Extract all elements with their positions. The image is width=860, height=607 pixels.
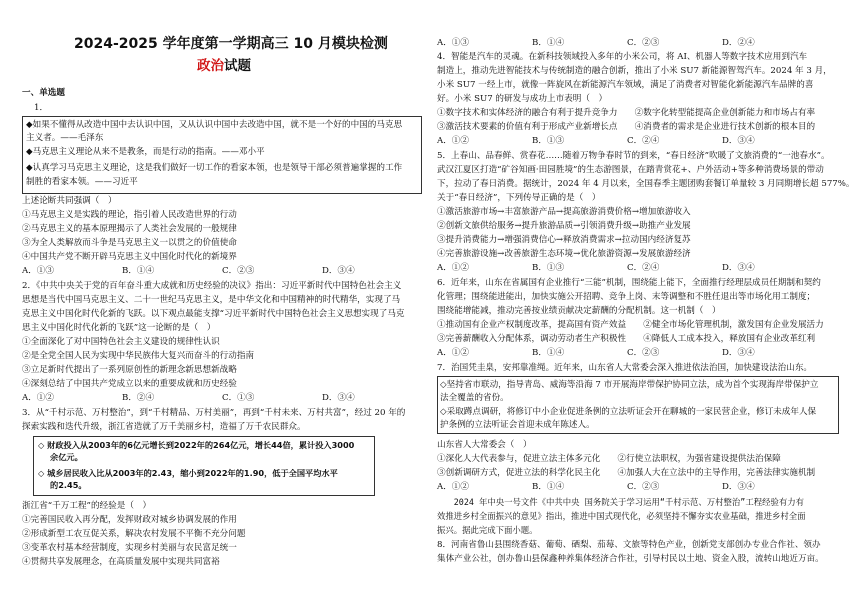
- q2-line: 2．《中共中央关于党的百年奋斗重大成就和历史经验的决议》指出：习近平新时代中国特色社会主义: [22, 281, 402, 291]
- q3-option: ③变革农村基本经营制度，实现乡村美丽与农民富足统一: [22, 543, 237, 553]
- q6-line: 围绕能增能减，推动完善按业绩贡献决定薪酬的分配机制。这一机制（ ）: [437, 306, 721, 316]
- q5-choice-d: D．③④: [722, 263, 755, 273]
- q1-option: ③为全人类解放而斗争是马克思主义一以贯之的价值使命: [22, 238, 237, 248]
- q2-choice-c: C．①③: [222, 393, 255, 403]
- q1-choice-a: A．①③: [22, 266, 54, 276]
- q5-option: ③提升消费能力→增强消费信心→释放消费需求→拉动国内经济复苏: [437, 235, 691, 245]
- q2-option: ③立足新时代提出了一系列原创性的新理念新思想新战略: [22, 365, 237, 375]
- q7-option: ③创新调研方式，促进立法的科学化民主化 ④加强人大在立法中的主导作用，完善法律实施机制: [437, 468, 816, 478]
- q7-box-line: ◇采取蹲点调研，将修订中小企业促进条例的立法听证会开在聊城的一家民营企业，修订未成年人保: [440, 407, 817, 417]
- exam-subtitle: [197, 58, 251, 74]
- note-line: 效推进乡村全面振兴的意见》指出，推进中国式现代化，必须坚持不懈夯实农业基础，推进乡村全面: [437, 511, 806, 521]
- q6-option: ③完善薪酬收入分配体系，调动劳动者生产积极性 ④降低人工成本投入，释放国有企业改革红利: [437, 334, 816, 344]
- q7-option: ①深化人大代表参与，促进立法主体多元化 ②行使立法职权，为强省建设提供法治保障: [437, 454, 781, 464]
- q3-box-line: 余亿元。: [50, 452, 83, 462]
- q2-choice-a: A．①②: [22, 393, 54, 403]
- q2-option: ④深刻总结了中国共产党成立以来的重要成就和历史经验: [22, 379, 237, 389]
- q4-line: 好。小米 SU7 的研发与成功上市表明（ ）: [437, 94, 608, 104]
- q3-stem: 浙江省“千万工程”的经验是（ ）: [22, 501, 152, 511]
- q3-box-line: 的2.45。: [50, 480, 87, 490]
- subject-suffix: 试题: [224, 58, 251, 74]
- q4-line: 4．智能是汽车的灵魂。在新科技领域投入多年的小米公司，将 AI、机器人等数字技术应用到汽车: [437, 52, 808, 62]
- q5-choice-c: C．②④: [627, 263, 660, 273]
- q8-line: 8．河南省鲁山县围绕香菇、葡萄、硒梨、茄莓、文旅等特色产业，创新党支部创办专业合作社、领办: [437, 540, 821, 550]
- q7-choice-d: D．③④: [722, 482, 755, 492]
- q5-line: 关于“春日经济”，下列传导正确的是（ ）: [437, 193, 601, 203]
- q1-quote-line: ◆如果不懂得从改造中国中去认识中国，又从认识中国中去改造中国，就不是一个好的中国的马克思: [26, 120, 403, 130]
- q5-option: ①激活旅游市场→丰富旅游产品→提高旅游消费价格→增加旅游收入: [437, 207, 691, 217]
- q4-choice-b: B．①③: [532, 136, 565, 146]
- q8-line: 集体产业公社，创办鲁山县保鑫种养集体经济合作社，引导村民以土地、资金入股，流转山地近万亩。: [437, 554, 824, 564]
- q6-choice-b: B．①④: [532, 348, 565, 358]
- q1-choice-c: C．②③: [222, 266, 255, 276]
- q6-line: 6．近年来，山东在省属国有企业推行“三能”机制，围绕能上能下，全面推行经理层成员任期制和契约: [437, 278, 821, 288]
- exam-title: 2024-2025 学年度第一学期高三 10 月模块检测: [74, 36, 388, 52]
- q3-choice-a: A．①③: [437, 38, 469, 48]
- q1-number: 1．: [34, 103, 49, 113]
- q2-line: 思主义中国化时代化新的飞跃”这一论断的是（ ）: [22, 323, 216, 333]
- q1-choice-b: B．①④: [122, 266, 155, 276]
- q6-option: ①推动国有企业产权制度改革，提高国有资产效益 ②健全市场化管理机制，激发国有企业发展活力: [437, 320, 824, 330]
- q3-line: 3．从“千村示范、万村整治”，到“千村精品、万村美丽”，再到“千村未来、万村共富”，经过 20 年的: [22, 408, 406, 418]
- q2-line: 克思主义中国化时代化新的飞跃。以下观点最能支撑“习近平新时代中国特色社会主义思想实现了马克: [22, 309, 405, 319]
- q3-line: 探索实践和迭代升级，浙江省造就了万千美丽乡村，造福了万千农民群众。: [22, 422, 306, 432]
- q3-box-line: ◇ 财政投入从2003年的6亿元增长到2022年的264亿元，增长44倍，累计投入3000: [38, 440, 355, 450]
- q4-line: 小米 SU7 一经上市，就像一阵旋风在新能源汽车领域，满足了消费者对智能化新能源汽车品牌的喜: [437, 80, 814, 90]
- note-line: 振兴。据此完成下面小题。: [437, 525, 538, 535]
- q7-line: 7．治国凭圭臬，安邦靠准绳。近年来，山东省人大常委会深入推进依法治国，加快建设法治山东。: [437, 363, 813, 373]
- q3-choice-c: C．②③: [627, 38, 660, 48]
- q2-line: 思想是当代中国马克思主义、二十一世纪马克思主义，是中华文化和中国精神的时代精华，实现了马: [22, 295, 401, 305]
- q4-option: ③激活技术要素的价值有利于形成产业新增长点 ④消费者的需求是企业进行技术创新的根本目的: [437, 122, 816, 132]
- q1-option: ①马克思主义是实践的理论，指引着人民改造世界的行动: [22, 210, 237, 220]
- q2-choice-b: B．②④: [122, 393, 155, 403]
- q7-choice-b: B．①④: [532, 482, 565, 492]
- q4-line: 制造上，推动先进智能技术与传统制造的融合创新，推出了小米 SU7 新能源智驾汽车。2024 年 3 月，: [437, 66, 832, 76]
- q7-stem: 山东省人大常委会（ ）: [437, 440, 532, 450]
- q6-line: 化管理；围绕能进能出，加快实施公开招聘、竞争上岗、末等调整和不胜任退出等市场化用工制度；: [437, 292, 816, 302]
- q2-choice-d: D．③④: [322, 393, 355, 403]
- note-line: 2024 年中央一号文件《中共中央 国务院关于学习运用“千村示范、万村整治”工程经验有力有: [437, 497, 804, 507]
- q1-quote-line: 制胜的看家本领。——习近平: [26, 177, 138, 187]
- q7-box-line: ◇坚持省市联动，指导青岛、威海等沿海 7 市开展海岸带保护协同立法，成为首个实现海岸带保护立: [440, 380, 819, 390]
- q3-choice-b: B．①④: [532, 38, 565, 48]
- subject-name: 政治: [197, 58, 224, 74]
- q1-option: ②马克思主义的基本原理揭示了人类社会发展的一般规律: [22, 224, 237, 234]
- q3-choice-d: D．②④: [722, 38, 755, 48]
- q3-option: ②形成新型工农互促关系，解决农村发展不平衡不充分问题: [22, 529, 246, 539]
- q4-choice-d: D．③④: [722, 136, 755, 146]
- q7-box-line: 法全覆盖的省份。: [440, 393, 509, 403]
- q1-quote-line: ◆认真学习马克思主义理论，这是我们做好一切工作的看家本领，也是领导干部必须普遍掌握的工作: [26, 163, 403, 173]
- q3-box-line: ◇ 城乡居民收入比从2003年的2.43，缩小到2022年的1.90，低于全国平均水平: [38, 468, 338, 478]
- q5-choice-a: A．①②: [437, 263, 469, 273]
- q2-option: ①全面深化了对中国特色社会主义建设的规律性认识: [22, 337, 220, 347]
- q1-quote-line: ◆马克思主义理论从来不是教条，而是行动的指南。——邓小平: [26, 147, 265, 157]
- q7-choice-a: A．①②: [437, 482, 469, 492]
- q1-quote-line: 主义者。——毛泽东: [26, 133, 104, 143]
- q4-choice-c: C．②④: [627, 136, 660, 146]
- q5-line: 下，拉动了春日消费。据统计，2024 年 4 月以来，全国春季主题团购套餐订单量较 3 月同期增长超 577%。: [437, 179, 855, 189]
- q7-choice-c: C．②③: [627, 482, 660, 492]
- q2-option: ②是全党全国人民为实现中华民族伟大复兴而奋斗的行动指南: [22, 351, 255, 361]
- q1-choice-d: D．③④: [322, 266, 355, 276]
- q5-choice-b: B．①③: [532, 263, 565, 273]
- q7-box-line: 护条例的立法听证会首迎未成年陈述人。: [440, 420, 595, 430]
- q6-choice-c: C．②③: [627, 348, 660, 358]
- q1-stem: 上述论断共同强调（ ）: [22, 196, 117, 206]
- q3-option: ④贯彻共享发展理念，在高质量发展中实现共同富裕: [22, 557, 220, 567]
- section-heading: 一、单选题: [22, 88, 65, 98]
- q4-choice-a: A．①②: [437, 136, 469, 146]
- q6-choice-d: D．③④: [722, 348, 755, 358]
- q5-line: 5．上春山、品春鲜、赏春花……随着万物争春时节的到来，“春日经济”吹暖了文旅消费的“一池春水”。: [437, 151, 830, 161]
- q4-option: ①数字技术和实体经济的融合有利于提升竞争力 ②数字化转型能提高企业创新能力和市场占有率: [437, 108, 816, 118]
- q5-line: 武汉江夏区打造“矿谷知画·田园胜境”的生态游图景，在踏青赏花+、户外活动+等多种消费场景的带动: [437, 165, 824, 175]
- q1-option: ④中国共产党不断开辟马克思主义中国化时代化的新境界: [22, 252, 237, 262]
- q6-choice-a: A．①②: [437, 348, 469, 358]
- q5-option: ②创新文旅供给服务→提升旅游品质→引领消费升级→助推产业发展: [437, 221, 691, 231]
- q5-option: ④完善旅游设施→改善旅游生态环境→优化旅游资源→发展旅游经济: [437, 249, 691, 259]
- q3-option: ①完善国民收入再分配，发挥财政对城乡协调发展的作用: [22, 515, 237, 525]
